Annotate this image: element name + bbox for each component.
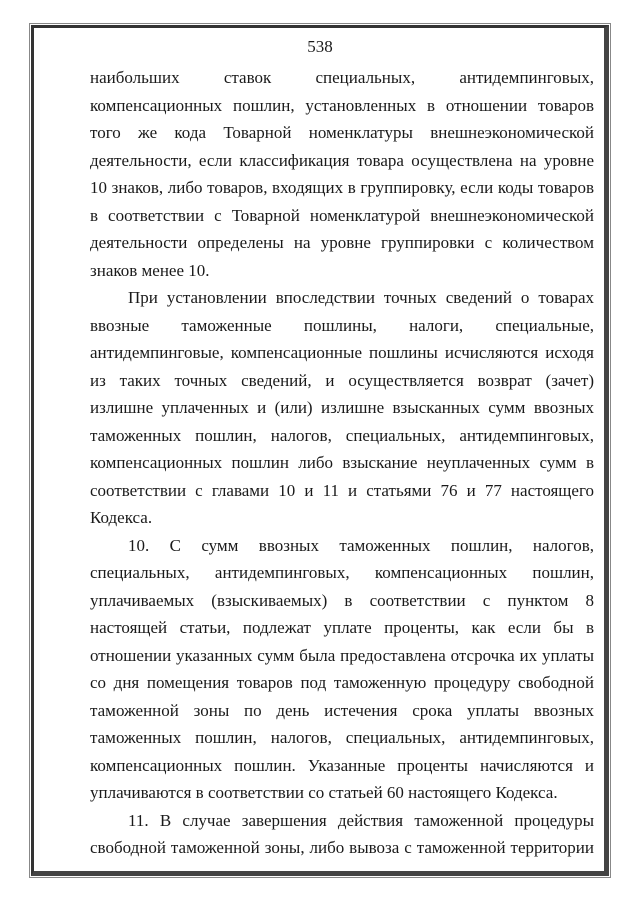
paragraph-continuation: наибольших ставок специальных, антидемпинговых, компенсационных пошлин, установленных в отношении товаров того же кода Товарной номенклатуры внешнеэкономической деятельности, если классификация товара осуществлена на уровне 10 знаков, либо товаров, входящих в группировку, если коды товаров в соответствии с Товарной номенклатурой внешнеэкономической деятельности определены на уровне группировки с количеством знаков менее 10. [90,68,594,280]
paragraph-item-10: 10. С сумм ввозных таможенных пошлин, налогов, специальных, антидемпинговых, компенсационных пошлин, уплачиваемых (взыскиваемых) в соответствии с пунктом 8 настоящей статьи, подлежат уплате проценты, как если бы в отношении указанных сумм была предоставлена отсрочка их уплаты со дня помещения товаров под таможенную процедуру свободной таможенной зоны по день истечения срока уплаты ввозных таможенных пошлин, налогов, специальных, антидемпинговых, компенсационных пошлин. Указанные проценты начисляются и уплачиваются в соответствии со статьей 60 настоящего Кодекса. [90,535,594,802]
document-body [90,64,594,862]
page-number: 538 [307,37,333,56]
paragraph-precise-info: При установлении впоследствии точных сведений о товарах ввозные таможенные пошлины, налоги, специальные, антидемпинговые, компенсационные пошлины исчисляются исходя из таких точных сведений, и осуществляется возврат (зачет) излишне уплаченных и (или) излишне взысканных сумм ввозных таможенных пошлин, налогов, специальных, антидемпинговых, компенсационных пошлин либо взыскание неуплаченных сумм в соответствии с главами 10 и 11 и статьями 76 и 77 настоящего Кодекса. [90,288,594,527]
paragraph-item-11: 11. В случае завершения действия таможенной процедуры свободной таможенной зоны, либо вывоза с таможенной территории [90,810,594,857]
